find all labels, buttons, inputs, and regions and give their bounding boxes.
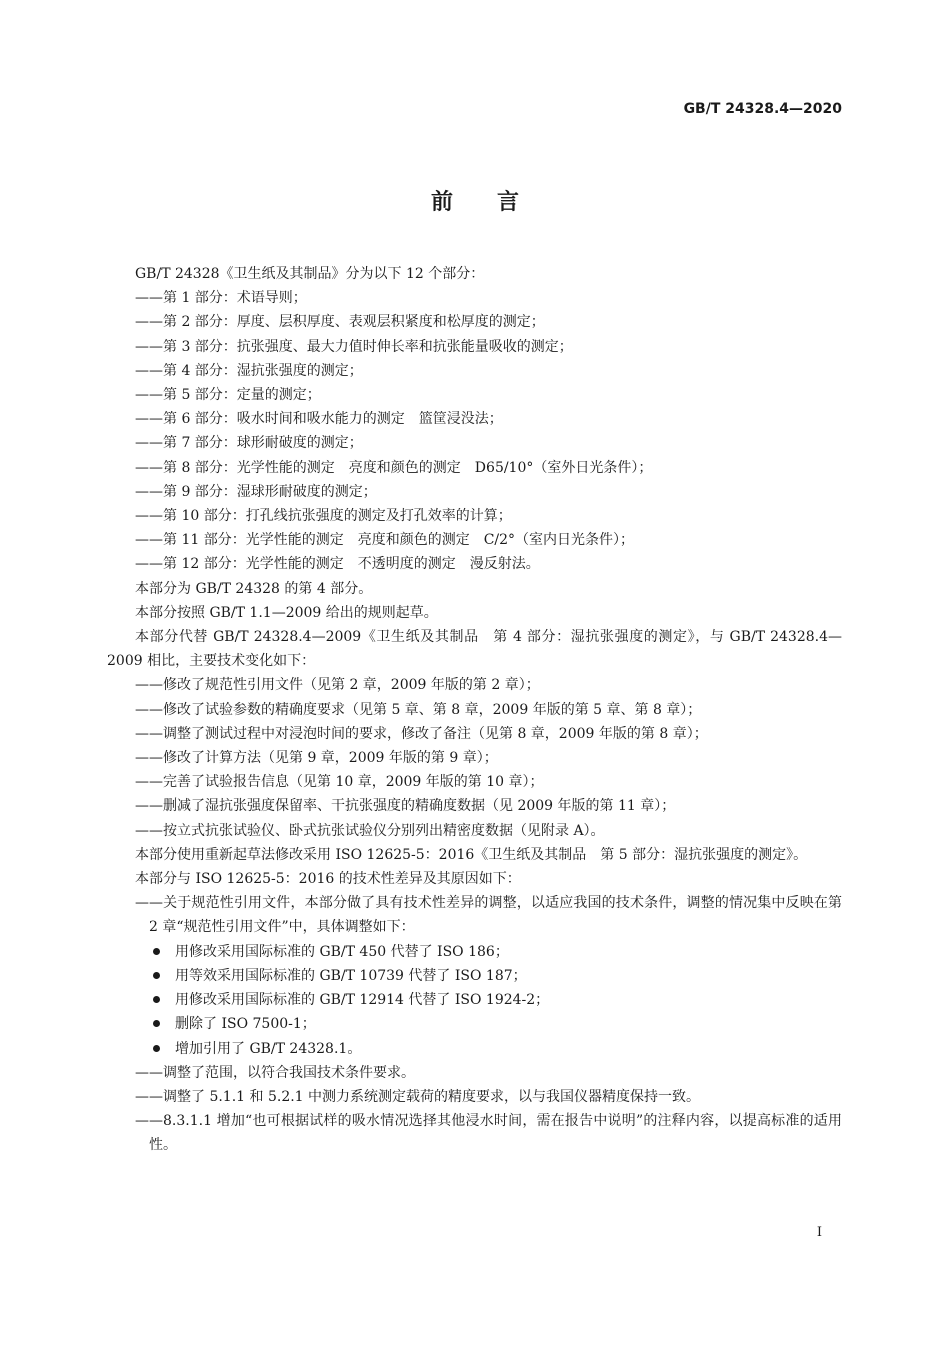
difference-item: ——调整了 5.1.1 和 5.2.1 中测力系统测定载荷的精度要求，以与我国仪器精度保持一致。 — [135, 1088, 701, 1105]
part-item: ——第 9 部分：湿球形耐破度的测定； — [135, 483, 377, 500]
part-item: ——第 8 部分：光学性能的测定 亮度和颜色的测定 D65/10°（室外日光条件）； — [135, 459, 653, 476]
differences-intro: 本部分与 ISO 12625-5：2016 的技术性差异及其原因如下： — [135, 871, 521, 888]
part-item: ——第 12 部分：光学性能的测定 不透明度的测定 漫反射法。 — [135, 556, 540, 573]
change-item: ——修改了计算方法（见第 9 章，2009 年版的第 9 章）； — [135, 750, 498, 767]
change-item: ——按立式抗张试验仪、卧式抗张试验仪分别列出精密度数据（见附录 A）。 — [135, 822, 605, 839]
adjustment-bullet-list — [107, 940, 842, 1061]
bullet-item: 增加引用了 GB/T 24328.1。 — [107, 1037, 842, 1061]
bullet-item: 用修改采用国际标准的 GB/T 12914 代替了 ISO 1924-2； — [107, 988, 842, 1012]
part-item: ——第 1 部分：术语导则； — [135, 290, 307, 307]
page-title: 前言 — [430, 190, 563, 215]
replaces-paragraph: 本部分代替 GB/T 24328.4—2009《卫生纸及其制品 第 4 部分：湿抗张强度的测定》，与 GB/T 24328.4—2009 相比，主要技术变化如下： — [107, 629, 842, 670]
parts-list — [107, 286, 842, 576]
bullet-dot-icon — [153, 1020, 160, 1027]
standard-code: GB/T 24328.4—2020 — [683, 101, 842, 117]
bullet-item: 用等效采用国际标准的 GB/T 10739 代替了 ISO 187； — [107, 964, 842, 988]
change-item: ——删减了湿抗张强度保留率、干抗张强度的精确度数据（见 2009 年版的第 11 章）； — [135, 798, 676, 815]
difference-item: ——调整了范围，以符合我国技术条件要求。 — [135, 1064, 415, 1081]
intro-paragraph: GB/T 24328《卫生纸及其制品》分为以下 12 个部分： — [135, 266, 485, 282]
page-number: I — [816, 1225, 822, 1240]
changes-list — [107, 673, 842, 842]
part-item: ——第 11 部分：光学性能的测定 亮度和颜色的测定 C/2°（室内日光条件）； — [135, 532, 635, 549]
change-item: ——修改了规范性引用文件（见第 2 章，2009 年版的第 2 章）； — [135, 677, 540, 694]
bullet-dot-icon — [153, 972, 160, 979]
part-item: ——第 2 部分：厚度、层积厚度、表观层积紧度和松厚度的测定； — [135, 314, 545, 331]
part-item: ——第 5 部分：定量的测定； — [135, 387, 321, 404]
bullet-dot-icon — [153, 1045, 160, 1052]
bullet-item: 删除了 ISO 7500-1； — [107, 1012, 842, 1036]
change-item: ——完善了试验报告信息（见第 10 章，2009 年版的第 10 章）； — [135, 774, 544, 791]
foreword-body — [107, 262, 842, 1158]
bullet-item: 用修改采用国际标准的 GB/T 450 代替了 ISO 186； — [107, 940, 842, 964]
bullet-dot-icon — [153, 996, 160, 1003]
drafting-rule-paragraph: 本部分按照 GB/T 1.1—2009 给出的规则起草。 — [135, 604, 438, 621]
bullet-dot-icon — [153, 948, 160, 955]
part-of-paragraph: 本部分为 GB/T 24328 的第 4 部分。 — [135, 580, 373, 597]
part-item: ——第 4 部分：湿抗张强度的测定； — [135, 362, 363, 379]
part-item: ——第 6 部分：吸水时间和吸水能力的测定 篮筐浸没法； — [135, 411, 503, 428]
part-item: ——第 7 部分：球形耐破度的测定； — [135, 435, 363, 452]
change-item: ——调整了测试过程中对浸泡时间的要求，修改了备注（见第 8 章，2009 年版的第 8 章）； — [135, 725, 708, 742]
change-item: ——修改了试验参数的精确度要求（见第 5 章、第 8 章，2009 年版的第 5 章、第 8 章）； — [135, 701, 702, 718]
adoption-paragraph: 本部分使用重新起草法修改采用 ISO 12625-5：2016《卫生纸及其制品 第 5 部分：湿抗张强度的测定》。 — [135, 846, 808, 863]
part-item: ——第 10 部分：打孔线抗张强度的测定及打孔效率的计算； — [135, 508, 512, 525]
difference-item: ——8.3.1.1 增加“也可根据试样的吸水情况选择其他浸水时间，需在报告中说明”的注释内容，以提高标准的适用性。 — [135, 1113, 842, 1154]
difference-item: ——关于规范性引用文件，本部分做了具有技术性差异的调整，以适应我国的技术条件，调整的情况集中反映在第 2 章“规范性引用文件”中，具体调整如下： — [135, 895, 842, 936]
part-item: ——第 3 部分：抗张强度、最大力值时伸长率和抗张能量吸收的测定； — [135, 338, 573, 355]
